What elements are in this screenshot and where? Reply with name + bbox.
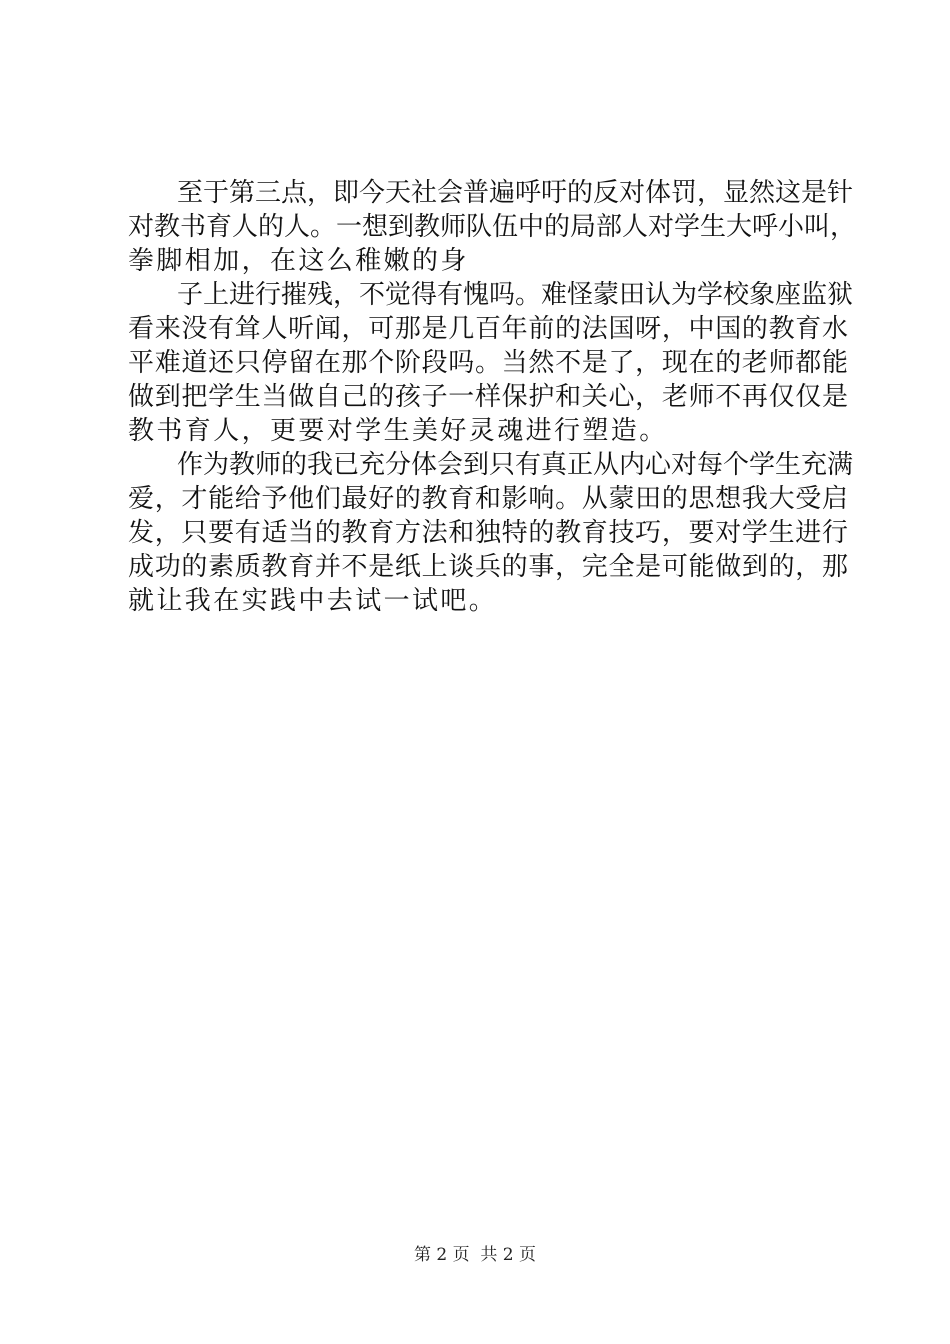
paragraph-3-line-1: 作为教师的我已充分体会到只有真正从内心对每个学生充满 bbox=[177, 450, 854, 480]
paragraph-2-line-3: 平难道还只停留在那个阶段吗。当然不是了，现在的老师都能 bbox=[128, 348, 848, 378]
paragraph-1-line-2: 对教书育人的人。一想到教师队伍中的局部人对学生大呼小叫， bbox=[128, 212, 857, 242]
document-body bbox=[128, 176, 857, 618]
paragraph-1-line-1: 至于第三点，即今天社会普遍呼吁的反对体罚，显然这是针 bbox=[177, 178, 854, 208]
page-number-label: 第 2 页 共 2 页 bbox=[413, 1245, 537, 1265]
paragraph-3-line-5: 就让我在实践中去试一试吧。 bbox=[128, 586, 498, 616]
paragraph-2-line-2: 看来没有耸人听闻，可那是几百年前的法国呀，中国的教育水 bbox=[128, 314, 848, 344]
paragraph-3-line-2: 爱，才能给予他们最好的教育和影响。从蒙田的思想我大受启 bbox=[128, 484, 848, 514]
paragraph-2-line-4: 做到把学生当做自己的孩子一样保护和关心，老师不再仅仅是 bbox=[128, 382, 848, 412]
paragraph-2-line-5: 教书育人，更要对学生美好灵魂进行塑造。 bbox=[128, 416, 668, 446]
paragraph-2-line-1: 子上进行摧残，不觉得有愧吗。难怪蒙田认为学校象座监狱 bbox=[177, 280, 854, 310]
page-footer bbox=[0, 1244, 950, 1266]
paragraph-1-line-3: 拳脚相加，在这么稚嫩的身 bbox=[128, 246, 469, 276]
paragraph-3-line-3: 发，只要有适当的教育方法和独特的教育技巧，要对学生进行 bbox=[128, 518, 848, 548]
paragraph-3-line-4: 成功的素质教育并不是纸上谈兵的事，完全是可能做到的，那 bbox=[128, 552, 848, 582]
